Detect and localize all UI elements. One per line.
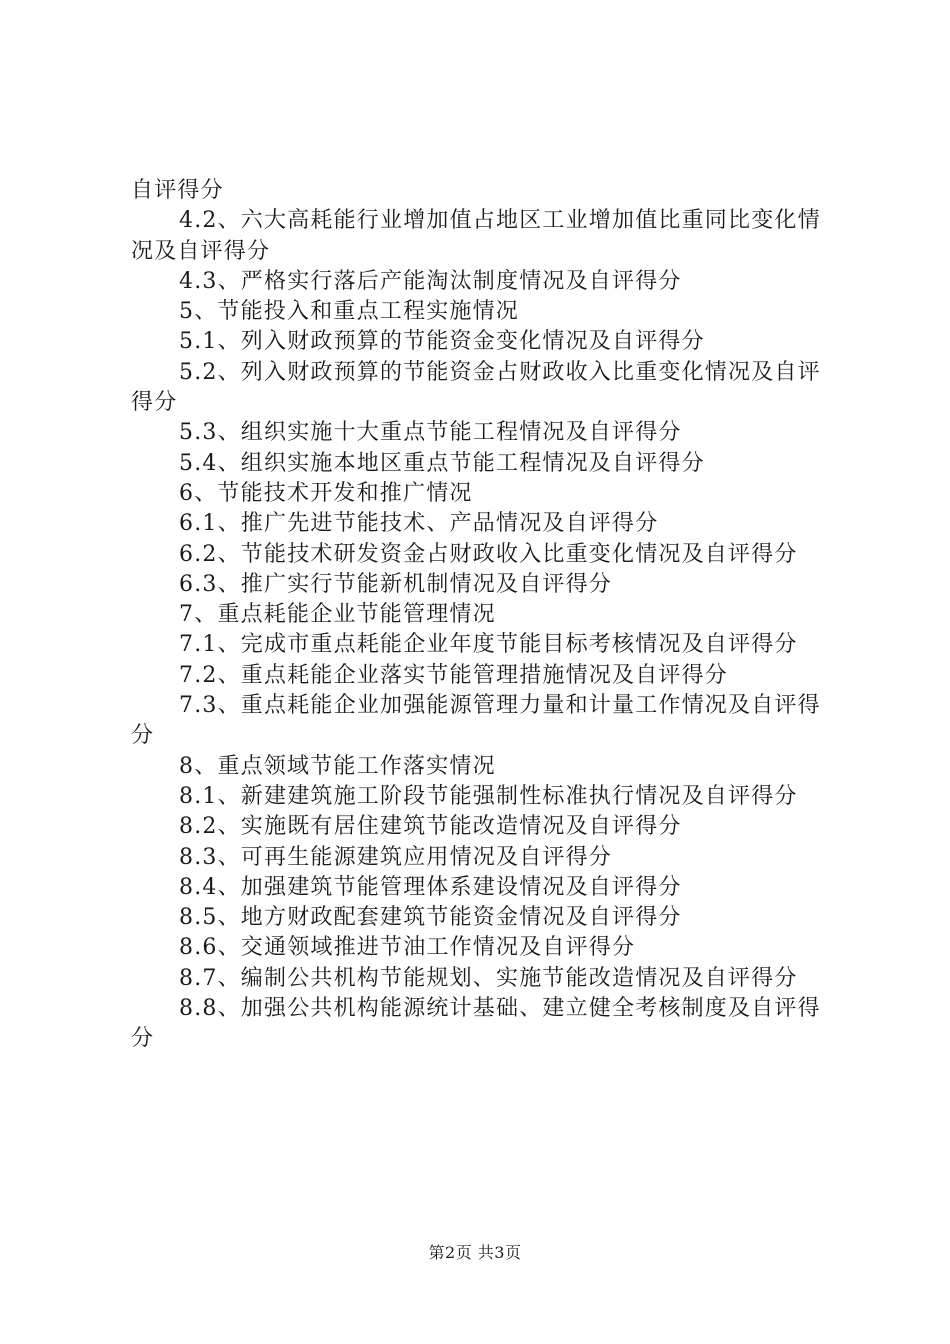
paragraph: 4.2、六大高耗能行业增加值占地区工业增加值比重同比变化情况及自评得分	[131, 208, 821, 264]
paragraph: 5.3、组织实施十大重点节能工程情况及自评得分	[179, 420, 682, 446]
paragraph: 8.3、可再生能源建筑应用情况及自评得分	[179, 844, 612, 870]
page-footer: 第2页 共3页	[428, 1243, 522, 1262]
paragraph: 自评得分	[131, 178, 224, 203]
paragraph: 8.7、编制公共机构节能规划、实施节能改造情况及自评得分	[179, 965, 798, 991]
paragraph: 5、节能投入和重点工程实施情况	[179, 299, 519, 325]
paragraph: 4.3、严格实行落后产能淘汰制度情况及自评得分	[179, 268, 682, 294]
paragraph: 8.4、加强建筑节能管理体系建设情况及自评得分	[179, 874, 682, 900]
paragraph: 8.2、实施既有居住建筑节能改造情况及自评得分	[179, 814, 682, 840]
paragraph: 6.3、推广实行节能新机制情况及自评得分	[179, 571, 612, 597]
paragraph: 5.1、列入财政预算的节能资金变化情况及自评得分	[179, 329, 705, 355]
paragraph: 8、重点领域节能工作落实情况	[179, 753, 496, 779]
paragraph: 8.6、交通领域推进节油工作情况及自评得分	[179, 935, 636, 961]
paragraph: 8.1、新建建筑施工阶段节能强制性标准执行情况及自评得分	[179, 783, 798, 809]
paragraph: 8.8、加强公共机构能源统计基础、建立健全考核制度及自评得分	[131, 996, 821, 1052]
paragraph: 8.5、地方财政配套建筑节能资金情况及自评得分	[179, 905, 682, 931]
paragraph: 7.3、重点耗能企业加强能源管理力量和计量工作情况及自评得分	[131, 693, 821, 749]
paragraph: 7.1、完成市重点耗能企业年度节能目标考核情况及自评得分	[179, 632, 798, 658]
paragraph: 7.2、重点耗能企业落实节能管理措施情况及自评得分	[179, 662, 728, 688]
paragraph: 5.4、组织实施本地区重点节能工程情况及自评得分	[179, 450, 705, 476]
paragraph: 7、重点耗能企业节能管理情况	[179, 602, 496, 628]
paragraph: 6.1、推广先进节能技术、产品情况及自评得分	[179, 511, 659, 537]
paragraph: 5.2、列入财政预算的节能资金占财政收入比重变化情况及自评得分	[131, 359, 821, 416]
paragraph: 6.2、节能技术研发资金占财政收入比重变化情况及自评得分	[179, 541, 798, 567]
paragraph: 6、节能技术开发和推广情况	[179, 480, 473, 506]
document-body	[131, 176, 831, 1055]
